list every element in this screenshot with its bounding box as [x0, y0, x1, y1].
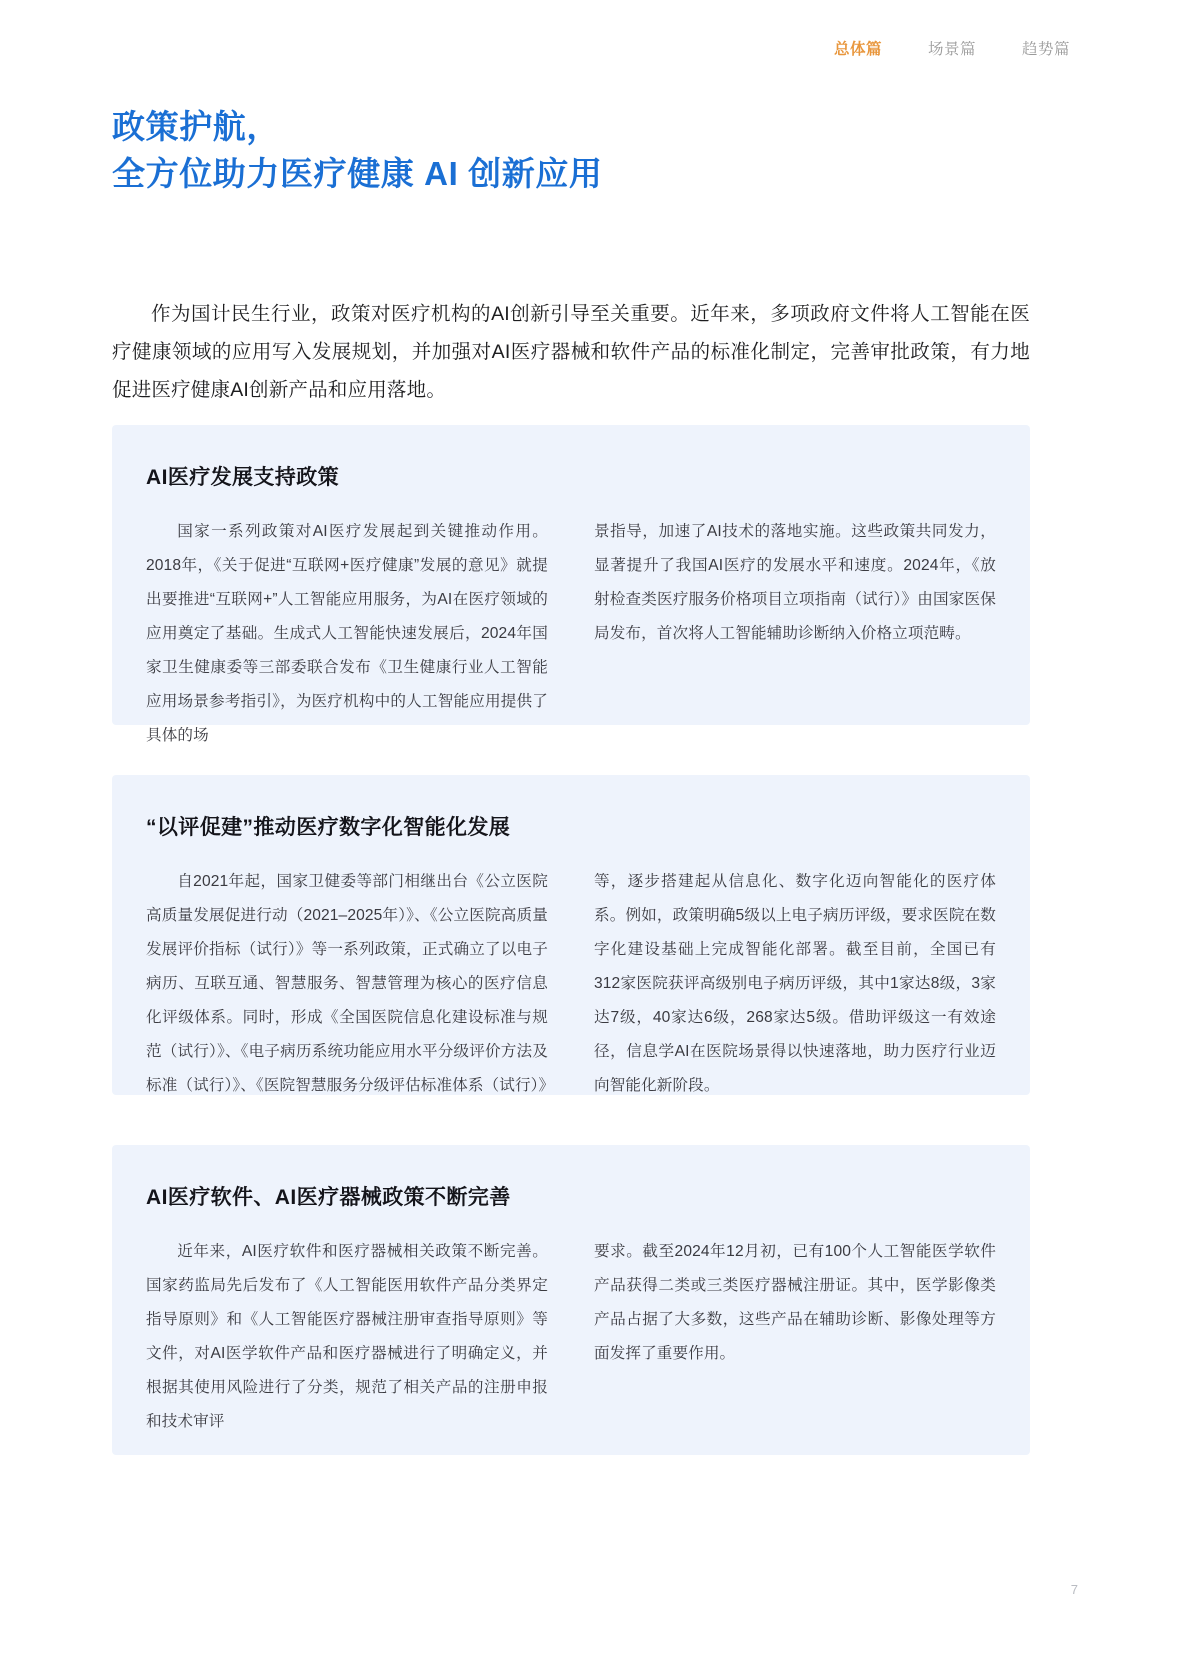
card-1-columns: [146, 515, 996, 753]
card-3-left-column: 近年来，AI医疗软件和医疗器械相关政策不断完善。国家药监局先后发布了《人工智能医用软件产品分类界定指导原则》和《人工智能医疗器械注册审查指导原则》等文件，对AI医学软件产品和医疗器械进行了明确定义，并根据其使用风险进行了分类，规范了相关产品的注册申报和技术审评: [146, 1243, 548, 1430]
nav-item-trends[interactable]: 趋势篇: [1021, 41, 1070, 58]
card-3-columns: [146, 1235, 996, 1439]
card-3-right-column: 要求。截至2024年12月初，已有100个人工智能医学软件产品获得二类或三类医疗器械注册证。其中，医学影像类产品占据了大多数，这些产品在辅助诊断、影像处理等方面发挥了重要作用。: [594, 1243, 996, 1362]
card-ai-medical-support-policy: [112, 425, 1030, 744]
section-nav: [834, 42, 1070, 58]
card-2-heading: “以评促建”推动医疗数字化智能化发展: [146, 816, 511, 839]
page-title-line-1: 政策护航，: [112, 108, 280, 145]
card-1-heading: AI医疗发展支持政策: [146, 466, 339, 489]
card-1-left-column: 国家一系列政策对AI医疗发展起到关键推动作用。2018年，《关于促进“互联网+医疗健康”发展的意见》就提出要推进“互联网+”人工智能应用服务，为AI在医疗领域的应用奠定了基础。生成式人工智能快速发展后，2024年国家卫生健康委等三部委联合发布《卫生健康行业人工智能应用场景参考指引》，为医疗机构中的人工智能应用提供了具体的场: [146, 523, 548, 744]
page-title-line-2: 全方位助力医疗健康 AI 创新应用: [112, 155, 603, 192]
card-3-heading: AI医疗软件、AI医疗器械政策不断完善: [146, 1186, 511, 1209]
card-2-right-column: 等，逐步搭建起从信息化、数字化迈向智能化的医疗体系。例如，政策明确5级以上电子病历评级，要求医院在数字化建设基础上完成智能化部署。截至目前，全国已有312家医院获评高级别电子病历评级，其中1家达8级，3家达7级，40家达6级，268家达5级。借助评级这一有效途径，信息学AI在医院场景得以快速落地，助力医疗行业迈向智能化新阶段。: [594, 873, 996, 1094]
nav-item-overall[interactable]: 总体篇: [833, 41, 882, 58]
card-2-left-column: 自2021年起，国家卫健委等部门相继出台《公立医院高质量发展促进行动（2021–2025年）》、《公立医院高质量发展评价指标（试行）》等一系列政策，正式确立了以电子病历、互联互通、智慧服务、智慧管理为核心的医疗信息化评级体系。同时，形成《全国医院信息化建设标准与规范（试行）》、《电子病历系统功能应用水平分级评价方法及标准（试行）》、《医院智慧服务分级评估标准体系（试行）》: [146, 873, 555, 1094]
card-2-columns: [146, 865, 996, 1103]
card-evaluation-driven-development: [112, 775, 1030, 1095]
intro-paragraph: 作为国计民生行业，政策对医疗机构的AI创新引导至关重要。近年来，多项政府文件将人工智能在医疗健康领域的应用写入发展规划，并加强对AI医疗器械和软件产品的标准化制定，完善审批政策，有力地促进医疗健康AI创新产品和应用落地。: [112, 302, 1030, 401]
card-1-right-column: 景指导，加速了AI技术的落地实施。这些政策共同发力，显著提升了我国AI医疗的发展水平和速度。2024年，《放射检查类医疗服务价格项目立项指南（试行）》由国家医保局发布，首次将人工智能辅助诊断纳入价格立项范畴。: [594, 523, 996, 642]
nav-item-scenarios[interactable]: 场景篇: [927, 41, 976, 58]
page-number: 7: [1070, 1582, 1078, 1597]
card-software-device-policy: [112, 1145, 1030, 1455]
page-title: [112, 103, 1012, 197]
